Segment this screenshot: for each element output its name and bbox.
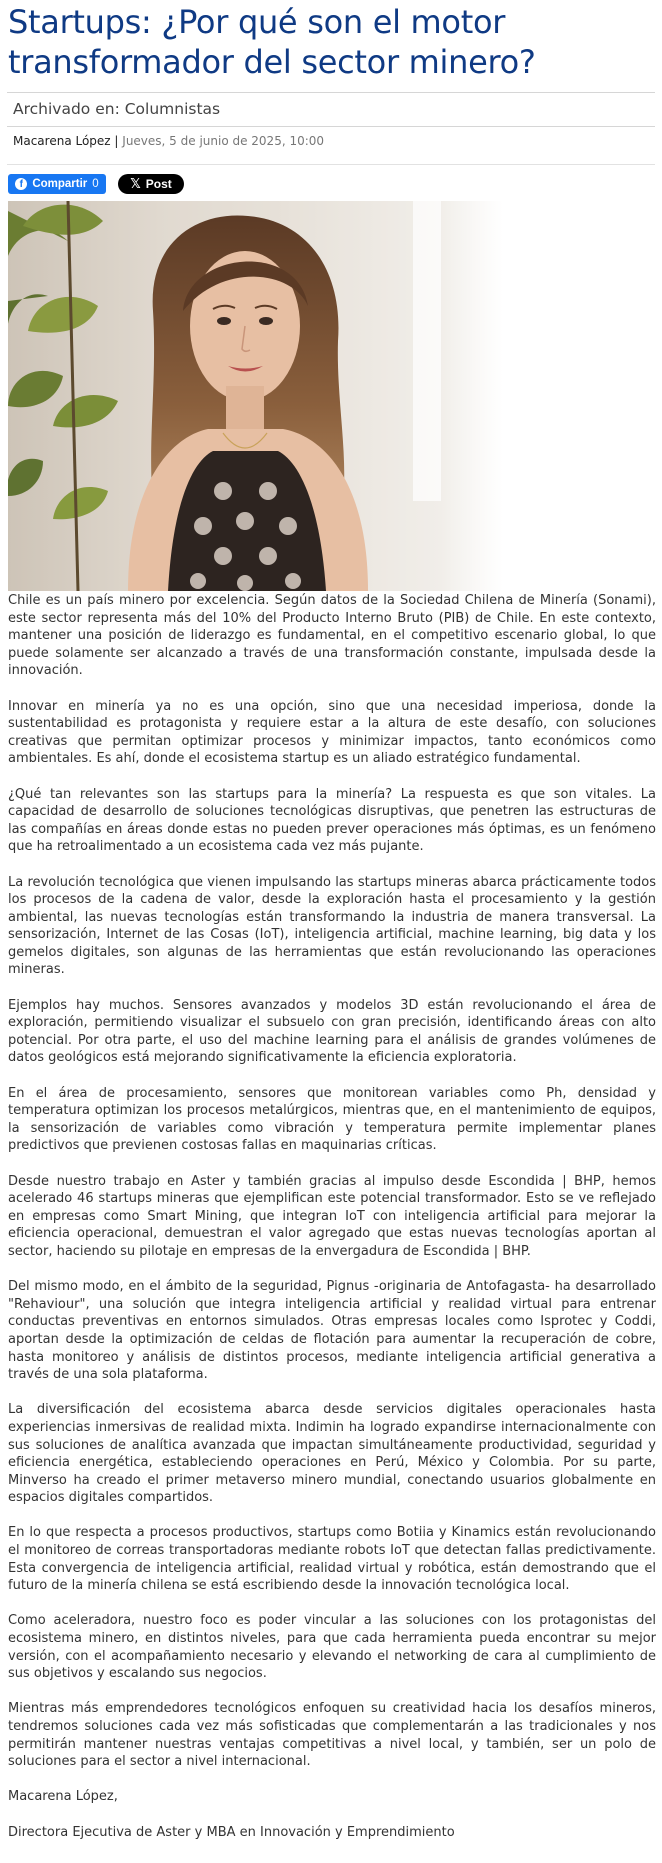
archive-category[interactable]: Archivado en: Columnistas (13, 100, 221, 118)
publish-date: Jueves, 5 de junio de 2025, 10:00 (122, 134, 325, 148)
x-post-button[interactable] (118, 174, 184, 194)
x-post-label: Post (145, 177, 172, 191)
article-paragraph: Chile es un país minero por excelencia. Según datos de la Sociedad Chilena de Minería (Sonami), este sector representa más del 10% del Producto Interno Bruto (PIB) de Chile. En este contexto, mantener una posición de liderazgo es fundamental, en el competitivo escenario global, lo que puede solamente ser alcanzado a través de una transformación constante, impulsada desde la innovación. (8, 593, 656, 679)
article-paragraph: ¿Qué tan relevantes son las startups para la minería? La respuesta es que son vitales. La capacidad de desarrollo de soluciones tecnológicas disruptivas, que penetren las estructuras de las compañías en áreas donde estas no pueden prever operaciones más óptimas, es un fenómeno que ha retroalimentado a un ecosistema cada vez más pujante. (8, 786, 656, 855)
article-paragraph: En lo que respecta a procesos productivos, startups como Botiia y Kinamics están revolucionando el monitoreo de correas transportadoras mediante robots IoT que detectan fallas predictivamente. Esta convergencia de inteligencia artificial, realidad virtual y robótica, están demostrando que el futuro de la minería chilena se está escribiendo desde la innovación tecnológica local. (8, 1525, 656, 1594)
byline-divider (7, 164, 655, 165)
author-name[interactable]: Macarena López (13, 134, 111, 148)
article-paragraph: Ejemplos hay muchos. Sensores avanzados y modelos 3D están revolucionando el área de exploración, permitiendo visualizar el subsuelo con gran precisión, identificando áreas con alto potencial. Por otra parte, el uso del machine learning para el análisis de grandes volúmenes de datos geológicos está mejorando significativamente la eficiencia exploratoria. (8, 997, 656, 1066)
archive-bar (7, 92, 655, 127)
byline-separator: | (110, 134, 123, 148)
facebook-icon: f (15, 178, 27, 190)
x-logo-icon: 𝕏 (130, 176, 141, 192)
author-photo-illustration (8, 201, 512, 591)
article-paragraph: Desde nuestro trabajo en Aster y también gracias al impulso desde Escondida | BHP, hemos acelerado 46 startups mineras que ejemplifican este potencial transformador. Esto se ve reflejado en empresas como Smart Mining, que integran IoT con inteligencia artificial para mejorar la eficiencia operacional, demuestran el valor agregado que estas nuevas tecnologías aportan al sector, haciendo su pilotaje en empresas de la envergadura de Escondida | BHP. (8, 1173, 656, 1259)
photo-edge-fade (440, 201, 530, 591)
facebook-share-button[interactable] (8, 174, 106, 194)
article-paragraph: La revolución tecnológica que vienen impulsando las startups mineras abarca prácticamente todos los procesos de la cadena de valor, desde la exploración hasta el procesamiento y la gestión ambiental, las nuevas tecnologías están transformando la industria de manera transversal. La sensorización, Internet de las Cosas (IoT), inteligencia artificial, machine learning, big data y los gemelos digitales, son algunas de las herramientas que están revolucionando las operaciones mineras. (8, 874, 656, 978)
article-body (8, 592, 656, 1859)
article-title: Startups: ¿Por qué son el motor transformador del sector minero? (8, 3, 536, 81)
signature-role: Directora Ejecutiva de Aster y MBA en Innovación y Emprendimiento (8, 1824, 455, 1840)
article-paragraph: En el área de procesamiento, sensores que monitorean variables como Ph, densidad y temperatura optimizan los procesos metalúrgicos, mientras que, en el mantenimiento de equipos, la sensorización de variables como vibración y temperatura permite implementar planes predictivos que previenen costosas fallas en maquinarias críticas. (8, 1085, 656, 1154)
article-paragraph: La diversificación del ecosistema abarca desde servicios digitales operacionales hasta experiencias inmersivas de realidad mixta. Indimin ha logrado expandirse internacionalmente con sus soluciones de analítica avanzada que impactan simultáneamente productividad, seguridad y eficiencia energética, estableciendo operaciones en Perú, México y Colombia. Por su parte, Minverso ha creado el primer metaverso minero mundial, conectando usuarios globalmente en espacios digitales compartidos. (8, 1402, 656, 1506)
author-photo (8, 201, 512, 591)
article-paragraph: Innovar en minería ya no es una opción, sino que una necesidad imperiosa, donde la sustentabilidad es protagonista y requiere estar a la altura de este desafío, con soluciones creativas que permitan optimizar procesos y minimizar impactos, tanto económicos como ambientales. Es ahí, donde el ecosistema startup es un aliado estratégico fundamental. (8, 698, 656, 767)
article-paragraph: Del mismo modo, en el ámbito de la seguridad, Pignus -originaria de Antofagasta- ha desarrollado "Rehaviour", una solución que integra inteligencia artificial y realidad virtual para entrenar conductas preventivas en entornos simulados. Otras empresas locales como Isprotec y Coddi, aportan desde la optimización de celdas de flotación para aumentar la recuperación de cobre, hasta monitoreo y análisis de distintos procesos, mediante inteligencia artificial generativa a través de una sola plataforma. (8, 1279, 656, 1383)
signature-name: Macarena López, (8, 1789, 118, 1805)
facebook-share-label: Compartir (32, 178, 88, 190)
facebook-share-count: 0 (92, 178, 99, 190)
article-paragraph: Mientras más emprendedores tecnológicos enfoquen su creatividad hacia los desafíos mineros, tendremos soluciones cada vez más sofisticadas que complementarán a las tradicionales y nos permitirán mantener nuestras ventajas competitivas a nivel local, y también, ser un polo de soluciones para el sector a nivel internacional. (8, 1701, 656, 1770)
article-paragraph: Como aceleradora, nuestro foco es poder vincular a las soluciones con los protagonistas del ecosistema minero, en distintos niveles, para que cada herramienta pueda encontrar su mejor versión, con el acompañamiento necesario y elevando el networking de cara al cumplimiento de sus objetivos y escalando sus negocios. (8, 1613, 656, 1682)
byline (13, 134, 324, 148)
